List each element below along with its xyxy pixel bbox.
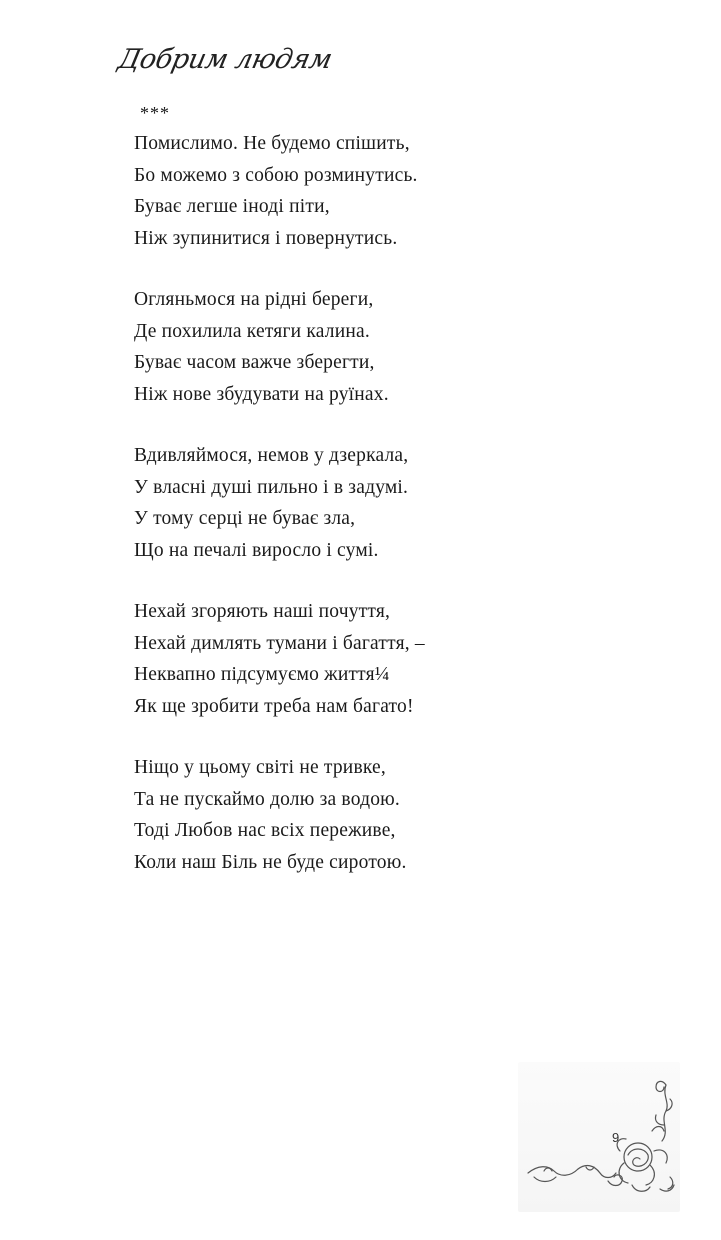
- poem-line: Коли наш Біль не буде сиротою.: [134, 851, 407, 873]
- page-number: 9: [612, 1130, 620, 1145]
- poem-line: Огляньмося на рідні береги,: [134, 289, 374, 310]
- poem-line: Де похилила кетяги калина.: [134, 320, 370, 342]
- poem-line: Бо можемо з собою розминутись.: [134, 164, 418, 186]
- poem-line: Ніж зупинитися і повернутись.: [134, 227, 398, 249]
- poem-line: Вдивляймося, немов у дзеркала,: [134, 445, 409, 466]
- stanza-1: [134, 128, 654, 254]
- poem-line: Нехай димлять тумани і багаття, –: [134, 632, 425, 654]
- poem-line: Нехай згоряють наші почуття,: [134, 601, 391, 622]
- floral-scroll-ornament-icon: [520, 1065, 680, 1205]
- stanza-4: [134, 596, 654, 722]
- page-header-title: Добрим людям: [115, 44, 335, 75]
- stanza-2: [134, 284, 654, 410]
- poem-line: Ніщо у цьому світі не тривке,: [134, 757, 386, 778]
- poem-separator: ***: [140, 103, 170, 123]
- poem-line: Та не пускаймо долю за водою.: [134, 788, 400, 810]
- poem-line: Що на печалі виросло і сумі.: [134, 539, 379, 561]
- poem-line: У тому серці не буває зла,: [134, 508, 356, 529]
- stanza-3: [134, 440, 654, 566]
- stanza-5: [134, 752, 654, 878]
- poem-line: Буває часом важче зберегти,: [134, 352, 375, 373]
- poem-line: Неквапно підсумуємо життя¼: [134, 664, 390, 685]
- poem: [134, 98, 654, 908]
- poem-line: Як ще зробити треба нам багато!: [134, 695, 414, 717]
- poem-line: Ніж нове збудувати на руїнах.: [134, 383, 389, 405]
- poem-line: Буває легше іноді піти,: [134, 196, 330, 217]
- poem-line: У власні душі пильно і в задумі.: [134, 476, 409, 498]
- poem-line: Тоді Любов нас всіх переживе,: [134, 820, 396, 841]
- poem-line: Помислимо. Не будемо спішить,: [134, 133, 410, 154]
